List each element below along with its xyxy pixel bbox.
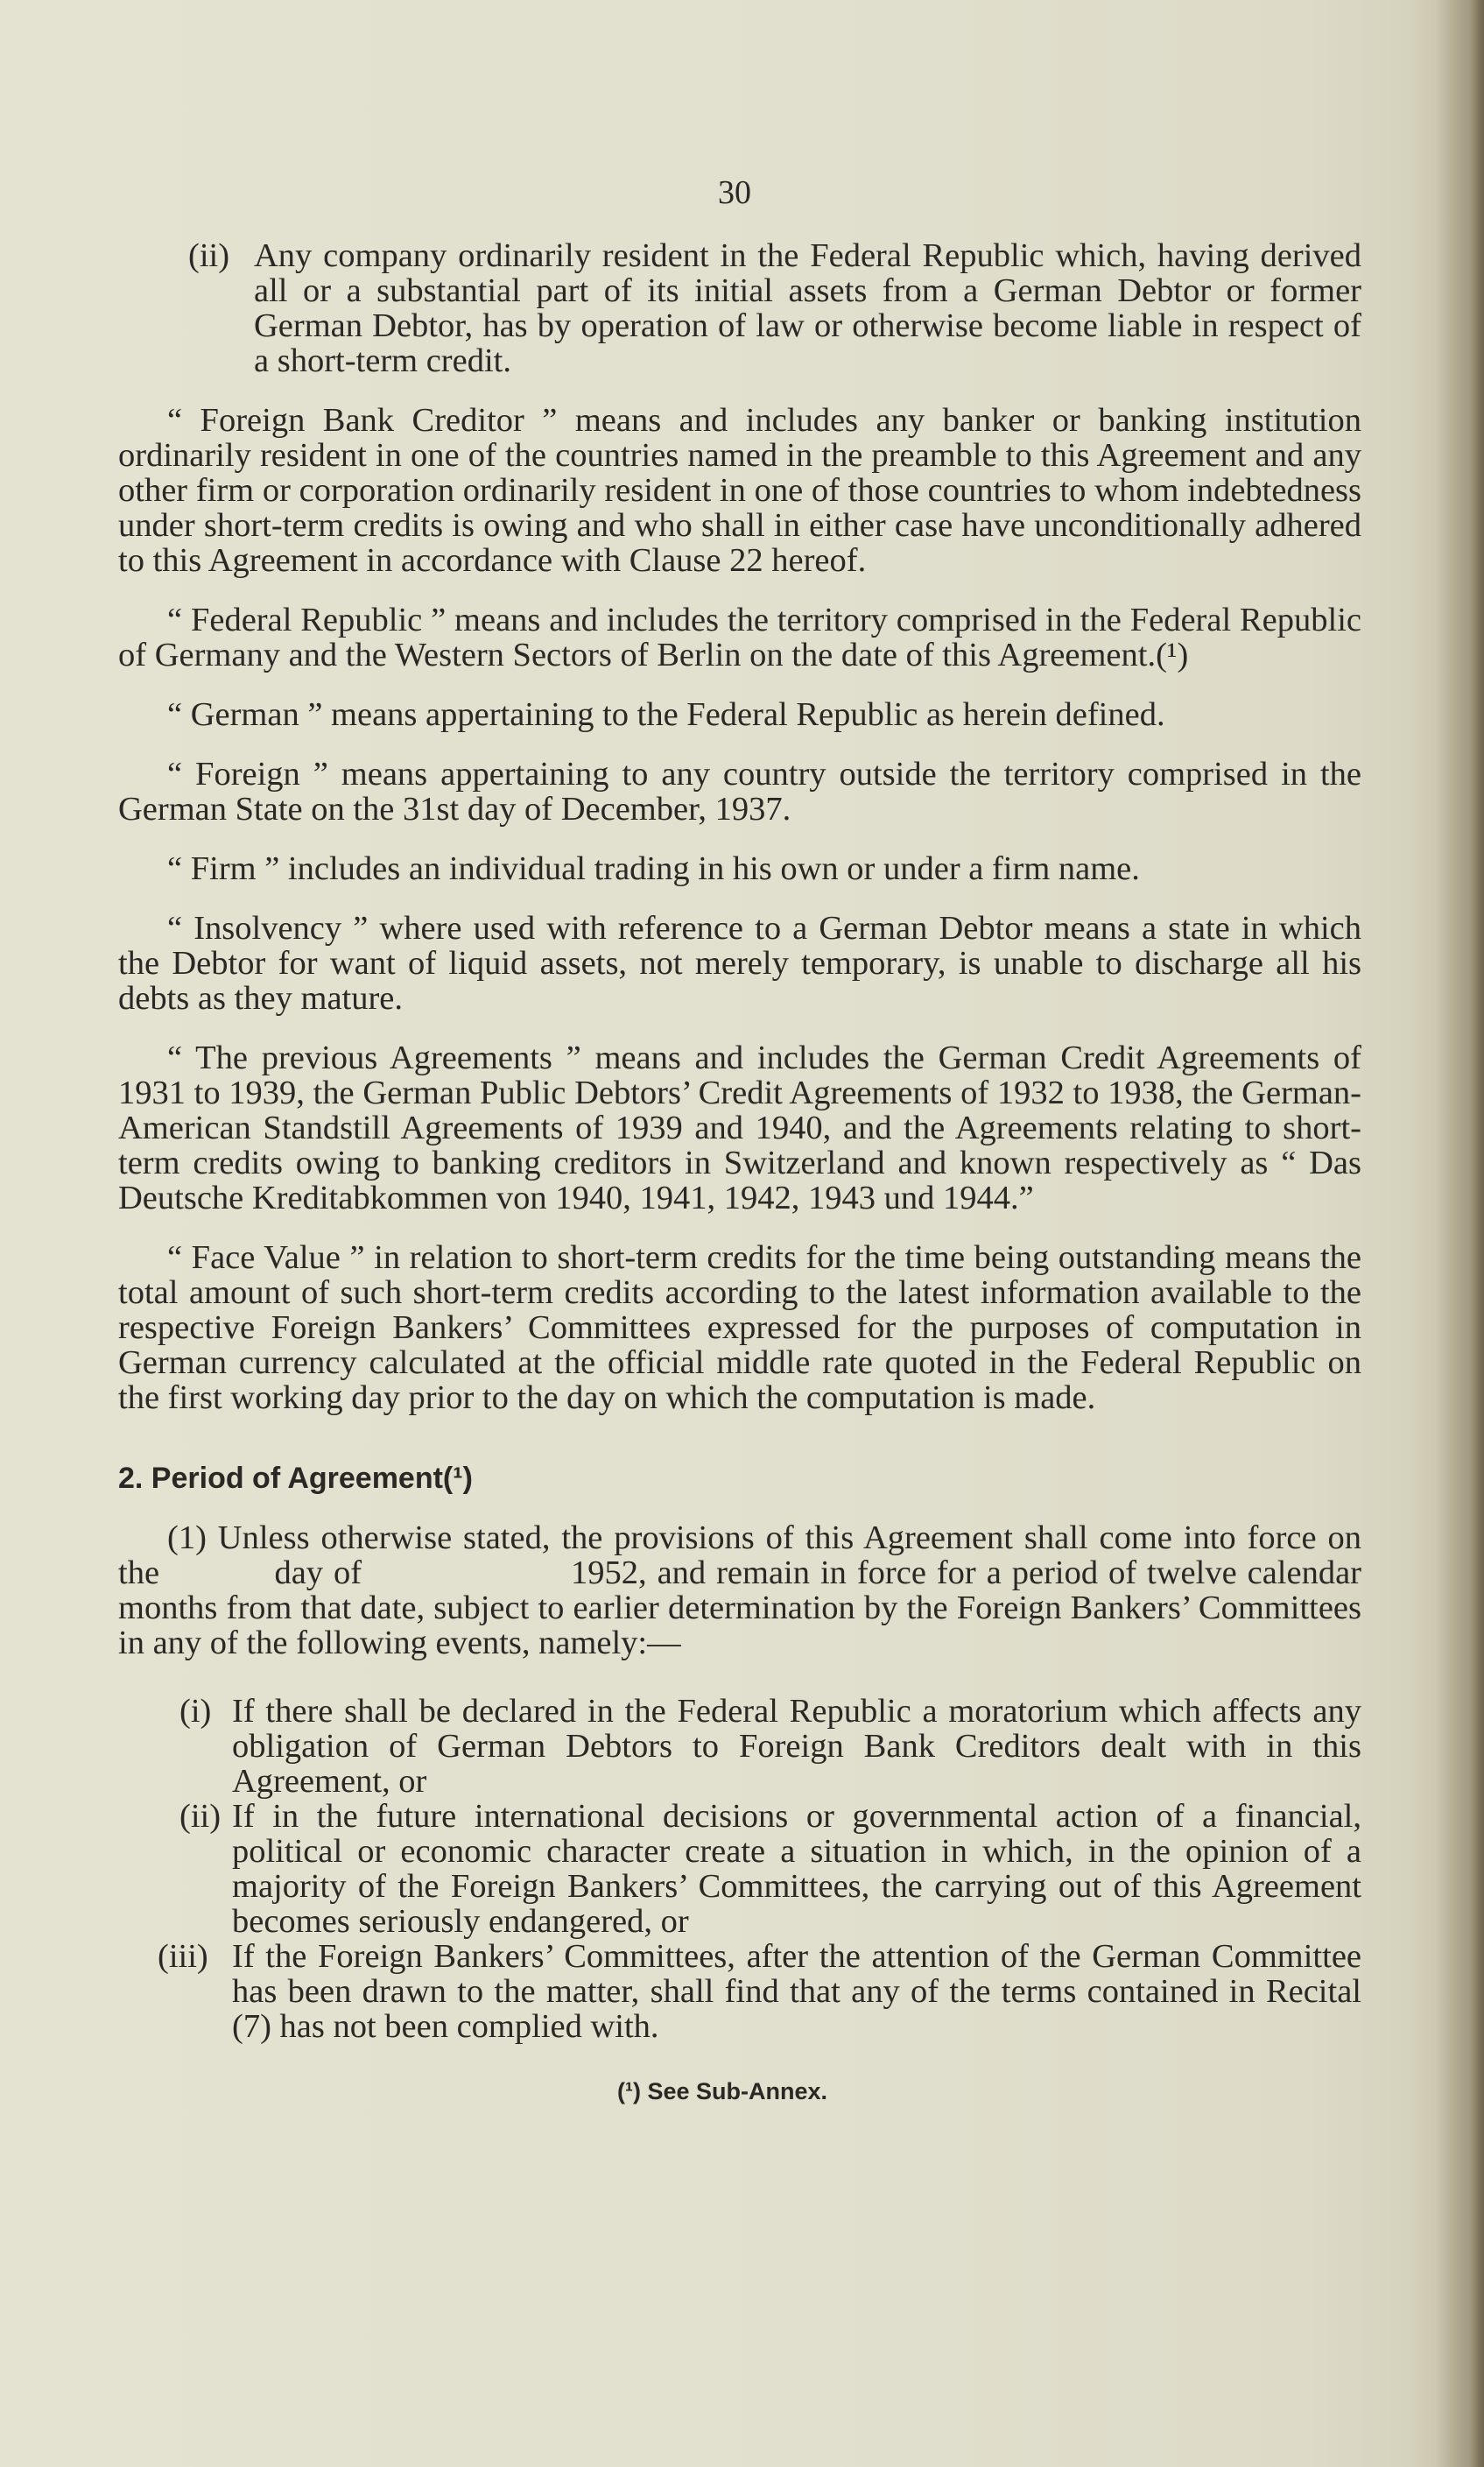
- footnote: (¹) See Sub-Annex.: [616, 2078, 828, 2104]
- list-item-ii: [118, 238, 1361, 378]
- sub-item-iii: [118, 1939, 1361, 2044]
- sub-item-label: (i): [179, 1693, 212, 1730]
- definition-foreign-bank-creditor: “ Foreign Bank Creditor ” means and includes any banker or banking institution ordinarily resident in one of the countries named in the preamble to this Agreement and any other firm or corporation ordinarily resident in one of those countries to whom indebtedness under short-term credits is owing and who shall in either case have unconditionally adhered to this Agreement in accordance with Clause 22 hereof.: [118, 402, 1361, 579]
- definition-foreign: “ Foreign ” means appertaining to any country outside the territory comprised in the German State on the 31st day of December, 1937.: [118, 756, 1361, 828]
- section-heading: 2. Period of Agreement(¹): [118, 1462, 473, 1495]
- sub-item-ii: [118, 1799, 1361, 1939]
- book-spine-shadow: [1436, 0, 1484, 2467]
- definition-german: “ German ” means appertaining to the Federal Republic as herein defined.: [167, 696, 1165, 733]
- page-content: [118, 174, 1370, 2109]
- sub-item-text: If the Foreign Bankers’ Committees, after the attention of the German Committee has been drawn to the matter, shall find that any of the terms contained in Recital (7) has not been complied with.: [232, 1938, 1361, 2045]
- list-item-label: (ii): [188, 237, 230, 274]
- section-paragraph: (1) Unless otherwise stated, the provisions of this Agreement shall come into force on the day of 1952, and remain in force for a period of twelve calendar months from that date, subject to earlier determination by the Foreign Bankers’ Committees in any of the following events, namely:—: [118, 1519, 1370, 1661]
- definition-face-value: “ Face Value ” in relation to short-term credits for the time being outstanding means the total amount of such short-term credits according to the latest information available to the respective Foreign Bankers’ Committees expressed for the purposes of computation in German currency calculated at the official middle rate quoted in the Federal Republic on the first working day prior to the day on which the computation is made.: [118, 1239, 1361, 1416]
- definition-insolvency: “ Insolvency ” where used with reference to a German Debtor means a state in which the Debtor for want of liquid assets, not merely temporary, is unable to discharge all his debts as they mature.: [118, 910, 1361, 1017]
- sub-item-label: (iii): [158, 1938, 208, 1975]
- definition-firm: “ Firm ” includes an individual trading in his own or under a firm name.: [167, 850, 1140, 887]
- list-item-text: Any company ordinarily resident in the Federal Republic which, having derived all or a substantial part of its initial assets from a German Debtor or former German Debtor, has by operation of law or otherwise become liable in respect of a short-term credit.: [254, 237, 1361, 379]
- definition-previous-agreements: “ The previous Agreements ” means and includes the German Credit Agreements of 1931 to 1939, the German Public Debtors’ Credit Agreements of 1932 to 1938, the German-American Standstill Agreements of 1939 and 1940, and the Agreements relating to short-term credits owing to banking creditors in Switzerland and known respectively as “ Das Deutsche Kreditabkommen von 1940, 1941, 1942, 1943 und 1944.”: [118, 1040, 1361, 1216]
- definition-federal-republic: “ Federal Republic ” means and includes the territory comprised in the Federal Republic of Germany and the Western Sectors of Berlin on the date of this Agreement.(¹): [118, 602, 1361, 673]
- page-number: 30: [718, 174, 751, 211]
- sub-item-label: (ii): [179, 1798, 222, 1835]
- sub-item-i: [118, 1694, 1361, 1799]
- sub-item-text: If in the future international decisions or governmental action of a financial, political or economic character create a situation in which, in the opinion of a majority of the Foreign Bankers’ Committees, the carrying out of this Agreement becomes seriously endangered, or: [232, 1798, 1361, 1940]
- sub-item-text: If there shall be declared in the Federal Republic a moratorium which affects any obligation of German Debtors to Foreign Bank Creditors dealt with in this Agreement, or: [232, 1693, 1361, 1800]
